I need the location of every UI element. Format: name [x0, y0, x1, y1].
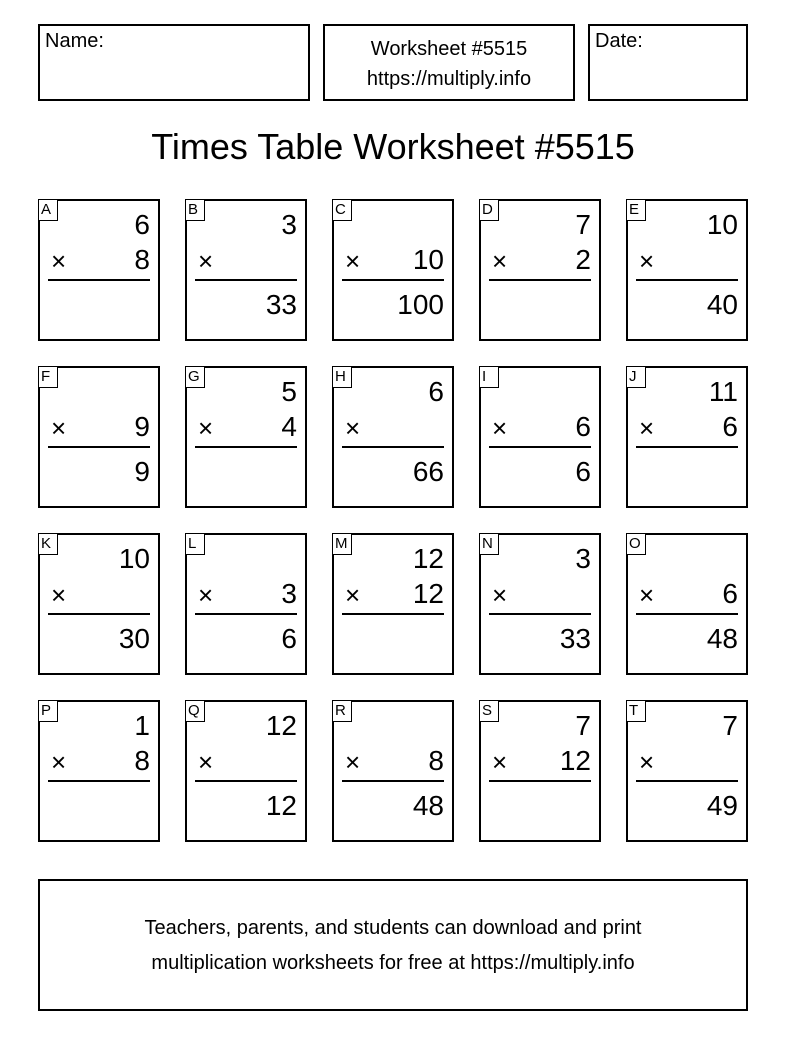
problem-letter: T [626, 700, 646, 722]
answer-rule [195, 613, 297, 615]
problem-l [185, 533, 307, 675]
multiplicand: 12 [412, 543, 444, 574]
multiplicand: 3 [281, 209, 297, 240]
footer-box [38, 879, 748, 1011]
answer-rule [48, 613, 150, 615]
page-title: Times Table Worksheet #5515 [151, 126, 635, 167]
multiplicand: 7 [722, 710, 738, 741]
times-sign: × [51, 246, 67, 276]
problem-a [38, 199, 160, 341]
times-sign: × [51, 580, 67, 610]
worksheet-url: https://multiply.info [366, 68, 532, 90]
answer-rule [489, 279, 591, 281]
multiplier: 4 [281, 411, 297, 442]
problem-h [332, 366, 454, 508]
problem-e [626, 199, 748, 341]
date-label: Date: [595, 30, 643, 52]
answer-rule [489, 613, 591, 615]
answer-rule [48, 446, 150, 448]
problem-n [479, 533, 601, 675]
multiplier: 10 [412, 244, 444, 275]
answer-rule [342, 613, 444, 615]
footer-line-2: multiplication worksheets for free at https://multiply.info [151, 952, 635, 974]
answer-rule [636, 446, 738, 448]
problem-d [479, 199, 601, 341]
times-sign: × [492, 413, 508, 443]
problem-letter: L [185, 533, 205, 555]
multiplicand: 7 [575, 710, 591, 741]
problem-letter: H [332, 366, 352, 388]
product: 30 [118, 623, 150, 654]
problem-letter: A [38, 199, 58, 221]
multiplier: 6 [575, 411, 591, 442]
product: 40 [706, 289, 738, 320]
multiplicand: 5 [281, 376, 297, 407]
times-sign: × [492, 747, 508, 777]
answer-rule [195, 446, 297, 448]
times-sign: × [198, 246, 214, 276]
problem-t [626, 700, 748, 842]
problem-c [332, 199, 454, 341]
multiplier: 2 [575, 244, 591, 275]
multiplier: 9 [134, 411, 150, 442]
problem-letter: K [38, 533, 58, 555]
times-sign: × [345, 747, 361, 777]
problem-p [38, 700, 160, 842]
problem-letter: C [332, 199, 352, 221]
problem-f [38, 366, 160, 508]
times-sign: × [51, 413, 67, 443]
answer-rule [636, 780, 738, 782]
multiplicand: 12 [265, 710, 297, 741]
multiplier: 3 [281, 578, 297, 609]
times-sign: × [198, 413, 214, 443]
problem-r [332, 700, 454, 842]
answer-rule [489, 446, 591, 448]
product: 33 [559, 623, 591, 654]
times-sign: × [198, 747, 214, 777]
name-label: Name: [45, 30, 104, 52]
multiplicand: 6 [134, 209, 150, 240]
multiplicand: 11 [708, 376, 738, 407]
problem-letter: I [479, 366, 499, 388]
problem-s [479, 700, 601, 842]
multiplier: 6 [722, 578, 738, 609]
product: 48 [706, 623, 738, 654]
problem-letter: F [38, 366, 58, 388]
answer-rule [342, 279, 444, 281]
answer-rule [342, 780, 444, 782]
footer-line-1: Teachers, parents, and students can download and print [144, 917, 642, 939]
answer-rule [636, 613, 738, 615]
problem-letter: N [479, 533, 499, 555]
multiplier: 6 [722, 411, 738, 442]
product: 12 [265, 790, 297, 821]
problem-j [626, 366, 748, 508]
problem-q [185, 700, 307, 842]
problem-letter: Q [185, 700, 205, 722]
multiplier: 8 [134, 745, 150, 776]
problem-m [332, 533, 454, 675]
times-sign: × [639, 747, 655, 777]
multiplicand: 6 [428, 376, 444, 407]
problem-letter: B [185, 199, 205, 221]
multiplicand: 1 [134, 710, 150, 741]
times-sign: × [345, 580, 361, 610]
times-sign: × [51, 747, 67, 777]
product: 33 [265, 289, 297, 320]
answer-rule [195, 279, 297, 281]
times-sign: × [345, 413, 361, 443]
multiplier: 8 [428, 745, 444, 776]
product: 49 [706, 790, 738, 821]
problem-o [626, 533, 748, 675]
times-sign: × [639, 413, 655, 443]
answer-rule [342, 446, 444, 448]
multiplicand: 10 [706, 209, 738, 240]
problem-letter: J [626, 366, 646, 388]
multiplicand: 3 [575, 543, 591, 574]
problem-letter: G [185, 366, 205, 388]
answer-rule [48, 780, 150, 782]
worksheet-number: Worksheet #5515 [370, 38, 528, 60]
problem-letter: D [479, 199, 499, 221]
problem-k [38, 533, 160, 675]
product: 6 [281, 623, 297, 654]
answer-rule [195, 780, 297, 782]
times-sign: × [639, 246, 655, 276]
product: 66 [412, 456, 444, 487]
answer-rule [489, 780, 591, 782]
product: 48 [412, 790, 444, 821]
multiplier: 8 [134, 244, 150, 275]
problem-letter: P [38, 700, 58, 722]
times-sign: × [345, 246, 361, 276]
times-sign: × [639, 580, 655, 610]
answer-rule [48, 279, 150, 281]
product: 100 [397, 289, 444, 320]
product: 6 [575, 456, 591, 487]
problem-letter: E [626, 199, 646, 221]
answer-rule [636, 279, 738, 281]
problem-letter: M [332, 533, 352, 555]
problem-g [185, 366, 307, 508]
times-sign: × [198, 580, 214, 610]
multiplicand: 10 [118, 543, 150, 574]
multiplier: 12 [412, 578, 444, 609]
product: 9 [134, 456, 150, 487]
problem-letter: R [332, 700, 352, 722]
times-sign: × [492, 580, 508, 610]
problem-b [185, 199, 307, 341]
multiplicand: 7 [575, 209, 591, 240]
problem-i [479, 366, 601, 508]
problem-letter: O [626, 533, 646, 555]
times-sign: × [492, 246, 508, 276]
multiplier: 12 [559, 745, 591, 776]
problem-letter: S [479, 700, 499, 722]
